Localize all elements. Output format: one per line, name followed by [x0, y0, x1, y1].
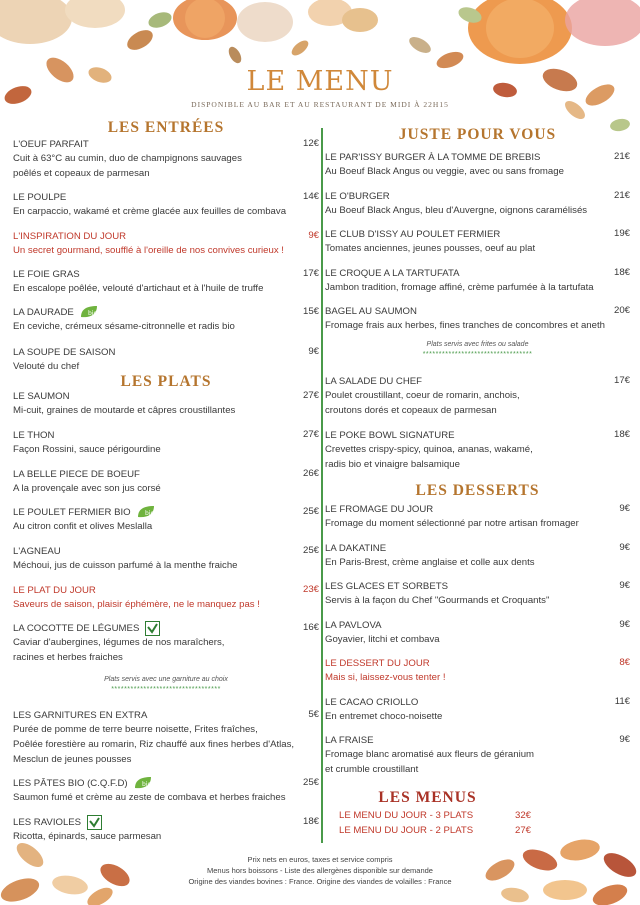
menu-item [325, 227, 630, 256]
menu-item [13, 776, 319, 805]
item-description: Cuit à 63°C au cumin, duo de champignons sauvages [13, 153, 242, 164]
item-price: 25€ [302, 777, 319, 788]
item-description: Jambon tradition, fromage affiné, crème parfumée à la tartufata [325, 282, 594, 293]
item-description: poêlés et copeaux de parmesan [13, 168, 150, 179]
item-description: Un secret gourmand, soufflé à l'oreille de nos convives curieux ! [13, 245, 284, 256]
item-description: Velouté du chef [13, 361, 80, 372]
item-description: En escalope poêlée, velouté d'artichaut et à l'huile de truffe [13, 283, 264, 294]
menu-item [325, 579, 630, 608]
item-name: BAGEL AU SAUMON [325, 305, 417, 317]
item-price: 25€ [302, 545, 319, 556]
section-title-menus: LES MENUS [378, 789, 477, 806]
menu-item [325, 695, 630, 724]
menu-item-dessert-du-jour [325, 656, 630, 685]
menu-item [325, 618, 630, 647]
item-price: 9€ [308, 230, 319, 241]
item-description: Crevettes crispy-spicy, quinoa, ananas, wakamé, [325, 444, 533, 455]
item-description: Saveurs de saison, plaisir éphémère, ne le manquez pas ! [13, 599, 260, 610]
bio-leaf-icon [133, 776, 153, 790]
item-price: 27€ [302, 429, 319, 440]
formula-label: LE MENU DU JOUR - 3 PLATS [339, 810, 474, 821]
item-description: En Paris-Brest, crème anglaise et colle aux dents [325, 557, 535, 568]
formula-price: 27€ [514, 825, 531, 836]
formula-price: 32€ [514, 810, 531, 821]
item-name: LA PAVLOVA [325, 619, 382, 631]
menu-item [13, 428, 319, 457]
footer-line: Menus hors boissons - Liste des allergènes disponible sur demande [207, 866, 433, 875]
item-name: LA BELLE PIECE DE BOEUF [13, 468, 140, 480]
item-description: Fromage du moment sélectionné par notre artisan fromager [325, 518, 579, 529]
item-description: En carpaccio, wakamé et crème glacée aux feuilles de combava [13, 206, 287, 217]
menu-item [13, 708, 319, 767]
menu-item [325, 374, 630, 418]
item-price: 8€ [619, 657, 630, 668]
item-description: Caviar d'aubergines, légumes de nos maraîchers, [13, 637, 225, 648]
item-description: Mesclun de jeunes pousses [13, 754, 132, 765]
item-name: LE PLAT DU JOUR [13, 584, 96, 596]
bio-label: bio [144, 510, 154, 517]
left-column [13, 0, 319, 905]
item-name: LA FRAISE [325, 734, 374, 746]
menu-item [13, 544, 319, 573]
menu-item [13, 621, 319, 665]
item-description: Poulet croustillant, coeur de romarin, anchois, [325, 390, 520, 401]
item-name-text: LA COCOTTE DE LÉGUMES [13, 622, 140, 634]
item-name: LE THON [13, 429, 55, 441]
item-description: Purée de pomme de terre beurre noisette, Frites fraîches, [13, 724, 258, 735]
item-price: 18€ [613, 267, 630, 278]
item-name-text: LES PÂTES BIO (C.Q.F.D) [13, 777, 128, 789]
vegetarian-icon [87, 815, 102, 830]
item-name: LE DESSERT DU JOUR [325, 657, 430, 669]
menu-title: LE MENU [246, 66, 394, 97]
item-description: croutons dorés et copeaux de parmesan [325, 405, 497, 416]
menu-item [13, 267, 319, 296]
item-name [13, 621, 319, 635]
item-price: 18€ [613, 429, 630, 440]
item-description: En entremet choco-noisette [325, 711, 443, 722]
item-description: En ceviche, crémeux sésame-citronnelle et radis bio [13, 321, 235, 332]
item-description: racines et herbes fraiches [13, 652, 123, 663]
menu-item [325, 733, 630, 777]
bio-leaf-icon [136, 505, 156, 519]
item-name: LE CACAO CRIOLLO [325, 696, 419, 708]
section-title-entrees: LES ENTRÉES [107, 119, 225, 136]
item-description: Fromage frais aux herbes, fines tranches de concombres et aneth [325, 320, 605, 331]
item-description: Au Boeuf Black Angus, bleu d'Auvergne, oignons caramélisés [325, 205, 588, 216]
item-description: Au Boeuf Black Angus ou veggie, avec ou sans fromage [325, 166, 564, 177]
item-price: 9€ [619, 619, 630, 630]
item-description: Fromage blanc aromatisé aux fleurs de géranium [325, 749, 535, 760]
item-name-text: LA DAURADE [13, 306, 74, 318]
item-name: LES GARNITURES EN EXTRA [13, 709, 148, 721]
item-description: Méchoui, jus de cuisson parfumé à la menthe fraiche [13, 560, 238, 571]
item-price: 27€ [302, 390, 319, 401]
menu-item [13, 467, 319, 496]
item-name: LE SAUMON [13, 390, 70, 402]
side-note: Plats servis avec frites ou salade [426, 341, 529, 348]
item-description: Poêlée forestière au romarin, Riz chauffé aux fines herbes d'Atlas, [13, 739, 295, 750]
menu-item-inspiration-du-jour [13, 229, 319, 258]
item-price: 15€ [302, 306, 319, 317]
right-column [325, 0, 630, 905]
item-price: 9€ [619, 734, 630, 745]
menu-item [325, 304, 630, 333]
item-price: 26€ [302, 468, 319, 479]
star-separator: ********************************** [111, 686, 221, 693]
item-price: 23€ [302, 584, 319, 595]
formula-label: LE MENU DU JOUR - 2 PLATS [339, 825, 474, 836]
bio-label: bio [87, 310, 97, 317]
item-description: A la provençale avec son jus corsé [13, 483, 161, 494]
item-description: Mais si, laissez-vous tenter ! [325, 672, 446, 683]
item-name: LA SALADE DU CHEF [325, 375, 423, 387]
availability-subtitle: DISPONIBLE AU BAR ET AU RESTAURANT DE MIDI À 22H15 [191, 100, 449, 109]
column-divider [321, 128, 323, 843]
item-name: L'AGNEAU [13, 545, 61, 557]
garniture-note: Plats servis avec une garniture au choix [104, 676, 228, 683]
bio-leaf-icon [79, 305, 99, 319]
menu-item-plat-du-jour [13, 583, 319, 612]
item-name: LA SOUPE DE SAISON [13, 346, 116, 358]
item-price: 11€ [614, 696, 630, 707]
item-price: 17€ [302, 268, 319, 279]
menu-item [13, 389, 319, 418]
item-price: 9€ [308, 346, 319, 357]
item-price: 16€ [302, 622, 319, 633]
item-price: 21€ [613, 151, 630, 162]
footer-line: Prix nets en euros, taxes et service compris [247, 855, 393, 864]
menu-item [325, 541, 630, 570]
star-separator: ********************************** [422, 351, 533, 358]
vegetarian-icon [145, 621, 160, 636]
menu-formula-row [339, 825, 531, 836]
menu-item [13, 190, 319, 219]
menu-item [325, 502, 630, 531]
item-name: LE POULPE [13, 191, 67, 203]
item-name [13, 505, 319, 519]
item-name: LE CLUB D'ISSY AU POULET FERMIER [325, 228, 501, 240]
item-description: et crumble croustillant [325, 764, 419, 775]
item-price: 17€ [613, 375, 630, 386]
item-price: 5€ [308, 709, 319, 720]
item-name-text: LES RAVIOLES [13, 816, 82, 828]
item-description: Au citron confit et olives Meslalla [13, 521, 153, 532]
item-price: 9€ [619, 580, 630, 591]
item-price: 9€ [619, 542, 630, 553]
menu-item [325, 150, 630, 179]
item-name: LA DAKATINE [325, 542, 387, 554]
item-price: 21€ [613, 190, 630, 201]
section-title-juste-pour-vous: JUSTE POUR VOUS [398, 126, 557, 143]
menu-item [325, 428, 630, 472]
item-name: LE FOIE GRAS [13, 268, 80, 280]
item-name: LES GLACES ET SORBETS [325, 580, 448, 592]
item-name [13, 305, 319, 319]
item-price: 14€ [302, 191, 319, 202]
item-name: L'OEUF PARFAIT [13, 138, 89, 150]
item-price: 20€ [613, 305, 630, 316]
item-name: L'INSPIRATION DU JOUR [13, 230, 127, 242]
item-price: 12€ [302, 138, 319, 149]
menu-formula-row [339, 810, 531, 821]
item-description: Saumon fumé et crème au zeste de combava et herbes fraiches [13, 792, 286, 803]
item-description: radis bio et vinaigre balsamique [325, 459, 460, 470]
item-name: LE POKE BOWL SIGNATURE [325, 429, 455, 441]
item-price: 25€ [302, 506, 319, 517]
item-description: Goyavier, litchi et combava [325, 634, 440, 645]
item-name [13, 776, 319, 790]
footer-line: Origine des viandes bovines : France. Origine des viandes de volailles : France [188, 877, 452, 886]
item-name: LE FROMAGE DU JOUR [325, 503, 434, 515]
item-name [13, 815, 319, 829]
item-name: LE PAR'ISSY BURGER À LA TOMME DE BREBIS [325, 151, 541, 163]
menu-item [13, 345, 319, 374]
menu-item [325, 266, 630, 295]
item-description: Façon Rossini, sauce périgourdine [13, 444, 161, 455]
menu-item [13, 137, 319, 181]
item-description: Ricotta, épinards, sauce parmesan [13, 831, 162, 842]
section-title-desserts: LES DESSERTS [415, 482, 540, 499]
bio-label: bio [141, 781, 151, 788]
menu-item [13, 305, 319, 334]
menu-item [13, 505, 319, 534]
item-name: LE CROQUE A LA TARTUFATA [325, 267, 460, 279]
item-price: 9€ [619, 503, 630, 514]
menu-item [13, 815, 319, 844]
item-name-text: LE POULET FERMIER BIO [13, 506, 131, 518]
item-description: Servis à la façon du Chef "Gourmands et Croquants" [325, 595, 550, 606]
menu-item [325, 189, 630, 218]
item-name: LE O'BURGER [325, 190, 390, 202]
item-description: Mi-cuit, graines de moutarde et câpres croustillantes [13, 405, 236, 416]
item-price: 19€ [613, 228, 630, 239]
item-price: 18€ [302, 816, 319, 827]
item-description: Tomates anciennes, jeunes pousses, oeuf au plat [325, 243, 536, 254]
section-title-plats: LES PLATS [120, 373, 212, 390]
